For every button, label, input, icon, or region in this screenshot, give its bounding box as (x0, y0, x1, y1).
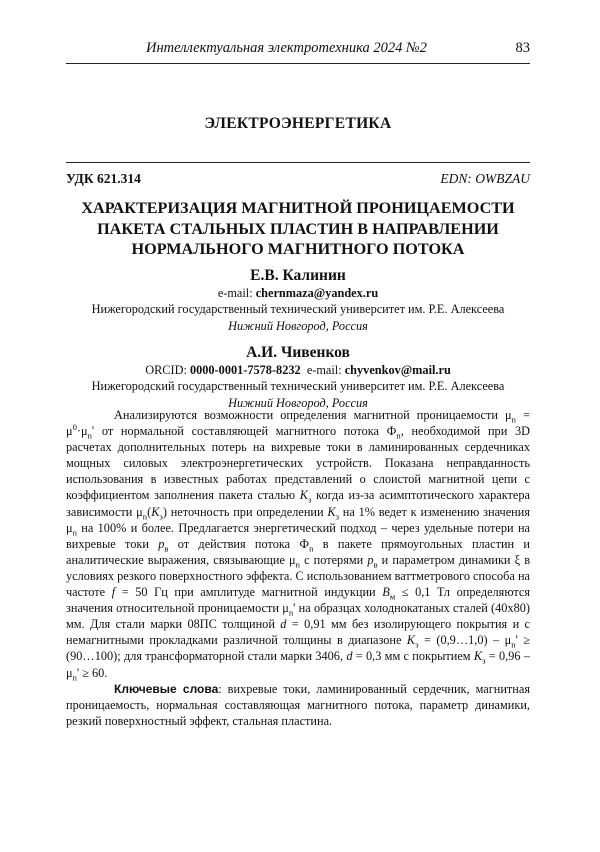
author-email[interactable]: chyvenkov@mail.ru (344, 363, 451, 377)
abstract-text-run: p (367, 552, 374, 567)
abstract-text-run: когда из-за асимптотического характера зависимости μ (66, 488, 530, 519)
abstract-text-run: = 0,3 мм с покрытием (352, 649, 474, 664)
keywords-label: Ключевые слова (114, 682, 219, 696)
abstract-text-run: з (307, 494, 312, 505)
abstract-text-run: B (382, 585, 390, 600)
abstract-text-run: ' ≥ 60. (76, 665, 108, 680)
abstract-text-run: K (151, 504, 160, 519)
abstract-text-run: n (72, 671, 77, 682)
header-divider (66, 63, 530, 64)
abstract-text-run: ·μ (76, 424, 88, 439)
abstract-text-run: ' от нормальной составляющей магнитного потока Ф (91, 424, 397, 439)
section-divider (66, 162, 530, 163)
abstract-text-run: и параметром динамики ξ в условиях резкого поверхностного эффекта. С использованием ваттметрового способа на частоте (66, 552, 531, 600)
author-contact (66, 285, 530, 301)
abstract-text-run: = 0,96 – μ (66, 649, 530, 680)
keywords (66, 681, 530, 729)
abstract-text-run: ≤ 0,1 Тл определяются значения относительной проницаемости μ (66, 585, 530, 616)
keywords-text: : вихревые токи, ламинированный сердечник, магнитная проницаемость, нормальная составляющая магнитного потока, параметр динамики, резкий поверхностный эффект, стальная пластина. (66, 682, 530, 729)
abstract-text-run: в (164, 543, 169, 554)
abstract-text-run: = 0,91 мм без изолирующего покрытия и с немагнитными прокладками различной толщины в диапазоне (66, 617, 530, 648)
running-header (66, 40, 530, 57)
abstract-text-run: d (346, 649, 353, 664)
abstract-text-run: м (389, 591, 396, 602)
abstract-text-run: d (280, 617, 287, 632)
abstract-text-run: з (415, 639, 419, 650)
author-block-2 (66, 343, 530, 411)
abstract-text-run: = μ (66, 408, 530, 439)
abstract-text-run: ( (147, 504, 152, 519)
abstract-text-run: K (299, 488, 308, 503)
abstract-text-run: з (159, 511, 163, 522)
author-affiliation: Нижегородский государственный технический университет им. Р.Е. Алексеева (91, 302, 505, 317)
email-label: e-mail: (306, 363, 345, 377)
title-line: ХАРАКТЕРИЗАЦИЯ МАГНИТНОЙ ПРОНИЦАЕМОСТИ (81, 199, 515, 217)
abstract-text-run: n (511, 639, 516, 650)
abstract-text-run: n (72, 527, 77, 538)
abstract-text-run: з (335, 511, 339, 522)
abstract-text-run: на 100% и более. Предлагается энергетический подход – через удельные потери на вихревые токи (66, 520, 530, 551)
author-affiliation: Нижегородский государственный технический университет им. Р.Е. Алексеева (91, 379, 505, 394)
author-email[interactable]: chernmaza@yandex.ru (255, 286, 379, 300)
page-number: 83 (515, 40, 530, 56)
author-orcid[interactable]: 0000-0001-7578-8232 (189, 363, 301, 377)
author-name: А.И. Чивенков (246, 344, 350, 361)
author-block-1 (66, 266, 530, 334)
journal-title: Интеллектуальная электротехника 2024 №2 (146, 40, 427, 56)
abstract-text-run: с потерями (299, 552, 368, 567)
author-city: Нижний Новгород, Россия (228, 395, 368, 410)
abstract-text-run: ' на образцах холоднокатаных сталей (40x80) мм. Для стали марки 08ПС толщиной (66, 601, 530, 632)
title-line: НОРМАЛЬНОГО МАГНИТНОГО ПОТОКА (131, 240, 465, 258)
abstract-text-run: = (0,9…1,0) – μ (418, 633, 512, 648)
abstract-text-run: , необходимой при 3D расчетах дополнительных потерь на вихревые токи в ламинированных сердечниках мощных силовых электроэнергетических устройств. Показана неправданность использования в известных работах представлений о слоистой магнитной цепи с коэффициентом заполнения пакета сталью (66, 424, 530, 503)
abstract-text-run: n (87, 430, 92, 441)
abstract-text-run: K (327, 504, 336, 519)
author-city: Нижний Новгород, Россия (228, 318, 368, 333)
abstract-text-run: n (142, 511, 148, 522)
abstract-text-run: в (373, 559, 378, 570)
abstract-text-run: ' ≥ (90…100); для трансформаторной стали марки 3406, (66, 633, 531, 664)
article-title (66, 198, 530, 260)
orcid-label: ORCID: (145, 363, 190, 377)
article-meta (66, 171, 530, 187)
abstract-text-run: = 50 Гц при амплитуде магнитной индукции (115, 585, 383, 600)
abstract-text-run: n (309, 543, 314, 554)
abstract-text-run: n (396, 430, 401, 441)
section-title: ЭЛЕКТРОЭНЕРГЕТИКА (204, 115, 392, 132)
author-name: Е.В. Калинин (250, 267, 346, 284)
abstract-text-run: от действия потока Ф (168, 536, 310, 551)
abstract-text-run: 0 (72, 422, 77, 432)
udk-code: УДК 621.314 (66, 171, 141, 186)
abstract-text-run: p (158, 536, 165, 551)
abstract-text-run: n (288, 607, 294, 618)
email-label: e-mail: (217, 286, 256, 300)
abstract-text-run: K (406, 633, 416, 648)
author-contact (66, 362, 530, 378)
abstract-text-run: K (473, 649, 483, 664)
abstract-text-run: n (511, 414, 516, 425)
abstract-text-run: Анализируются возможности определения магнитной проницаемости μ (114, 408, 512, 422)
title-line: ПАКЕТА СТАЛЬНЫХ ПЛАСТИН В НАПРАВЛЕНИИ (97, 219, 499, 238)
abstract-text-run: ) неточность при определении (162, 504, 328, 519)
abstract-text-run: в пакете прямоугольных пластин и аналитические выражения, связывающие μ (66, 536, 531, 567)
edn-code: EDN: OWBZAU (440, 171, 530, 186)
abstract-text-run: f (111, 585, 116, 600)
abstract-text-run: з (482, 655, 486, 666)
abstract (66, 407, 530, 681)
abstract-text-run: n (295, 559, 300, 570)
abstract-text-run: на 1% ведет к изменению значения μ (66, 504, 530, 535)
